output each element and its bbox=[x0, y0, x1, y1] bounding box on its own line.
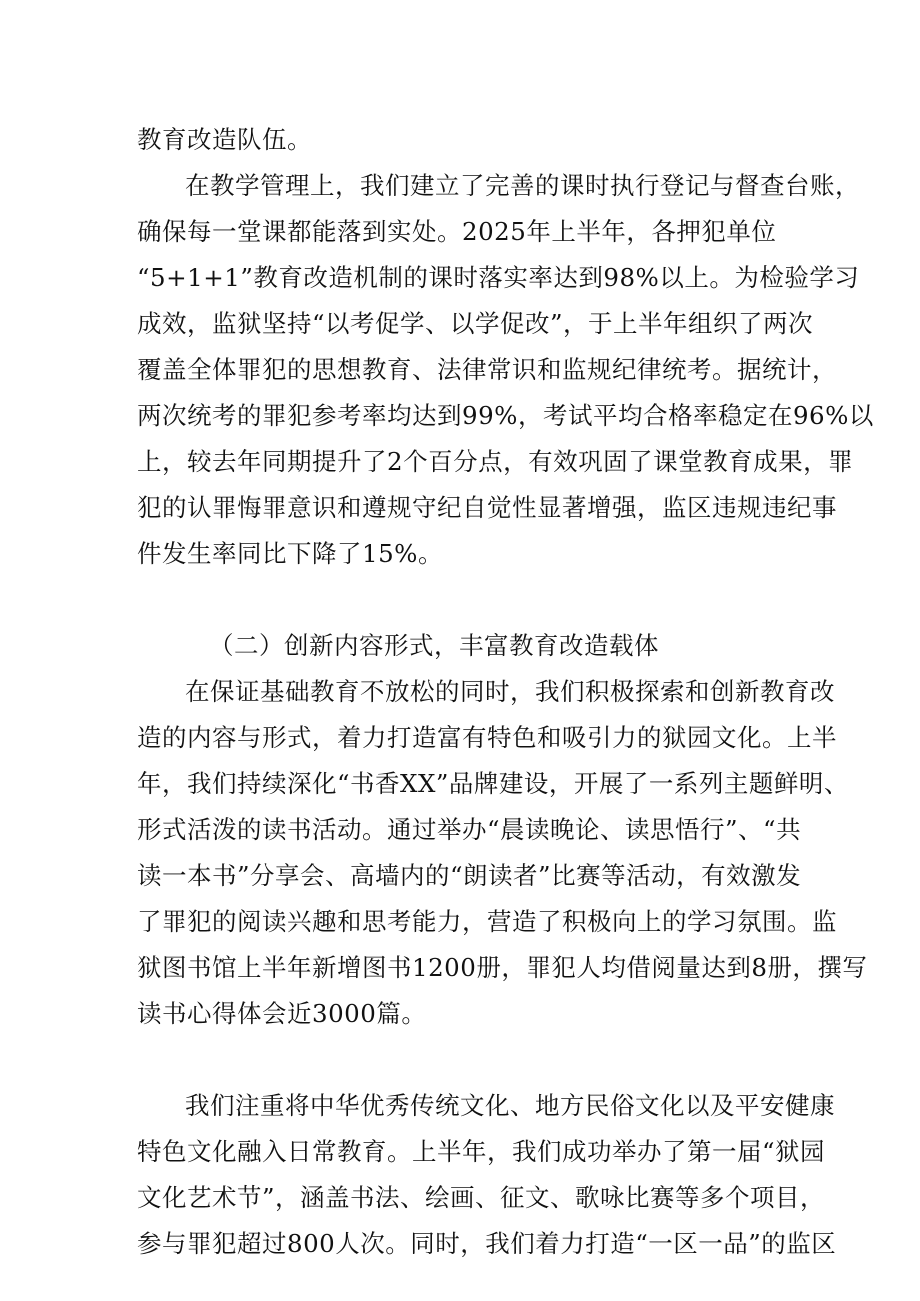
paragraph-line: 两次统考的罪犯参考率均达到99%，考试平均合格率稳定在96%以 bbox=[137, 401, 874, 430]
paragraph-line: 上，较去年同期提升了2个百分点，有效巩固了课堂教育成果，罪 bbox=[137, 447, 854, 476]
paragraph-line: 成效，监狱坚持“以考促学、以学促改”，于上半年组织了两次 bbox=[137, 309, 814, 338]
paragraph-line: 我们注重将中华优秀传统文化、地方民俗文化以及平安健康 bbox=[185, 1091, 835, 1120]
paragraph-line: 年，我们持续深化“书香XX”品牌建设，开展了一系列主题鲜明、 bbox=[137, 769, 849, 798]
paragraph-line: 覆盖全体罪犯的思想教育、法律常识和监规纪律统考。据统计， bbox=[137, 355, 837, 384]
paragraph-line: 在保证基础教育不放松的同时，我们积极探索和创新教育改 bbox=[185, 677, 835, 706]
paragraph-line: 了罪犯的阅读兴趣和思考能力，营造了积极向上的学习氛围。监 bbox=[137, 907, 837, 936]
paragraph-line: 造的内容与形式，着力打造富有特色和吸引力的狱园文化。上半 bbox=[137, 723, 837, 752]
paragraph-line: 犯的认罪悔罪意识和遵规守纪自觉性显著增强，监区违规违纪事 bbox=[137, 493, 837, 522]
paragraph-line: 文化艺术节”，涵盖书法、绘画、征文、歌咏比赛等多个项目， bbox=[137, 1183, 826, 1212]
paragraph-line: 特色文化融入日常教育。上半年，我们成功举办了第一届“狱园 bbox=[137, 1137, 826, 1166]
paragraph-line: 读一本书”分享会、高墙内的“朗读者”比赛等活动，有效激发 bbox=[137, 861, 802, 890]
paragraph-line: 确保每一堂课都能落到实处。2025年上半年，各押犯单位 bbox=[137, 217, 777, 246]
paragraph-line: 读书心得体会近3000篇。 bbox=[137, 999, 427, 1028]
paragraph-line: 件发生率同比下降了15%。 bbox=[137, 539, 443, 568]
paragraph-line: 参与罪犯超过800人次。同时，我们着力打造“一区一品”的监区 bbox=[137, 1229, 837, 1258]
paragraph-line: 在教学管理上，我们建立了完善的课时执行登记与督查台账， bbox=[185, 171, 860, 200]
section-heading: （二）创新内容形式，丰富教育改造载体 bbox=[209, 631, 659, 660]
paragraph-line: 狱图书馆上半年新增图书1200册，罪犯人均借阅量达到8册，撰写 bbox=[137, 953, 868, 982]
paragraph-line: “5+1+1”教育改造机制的课时落实率达到98%以上。为检验学习 bbox=[137, 263, 860, 292]
paragraph-line: 教育改造队伍。 bbox=[137, 125, 312, 154]
paragraph-line: 形式活泼的读书活动。通过举办“晨读晚论、读思悟行”、“共 bbox=[137, 815, 802, 844]
